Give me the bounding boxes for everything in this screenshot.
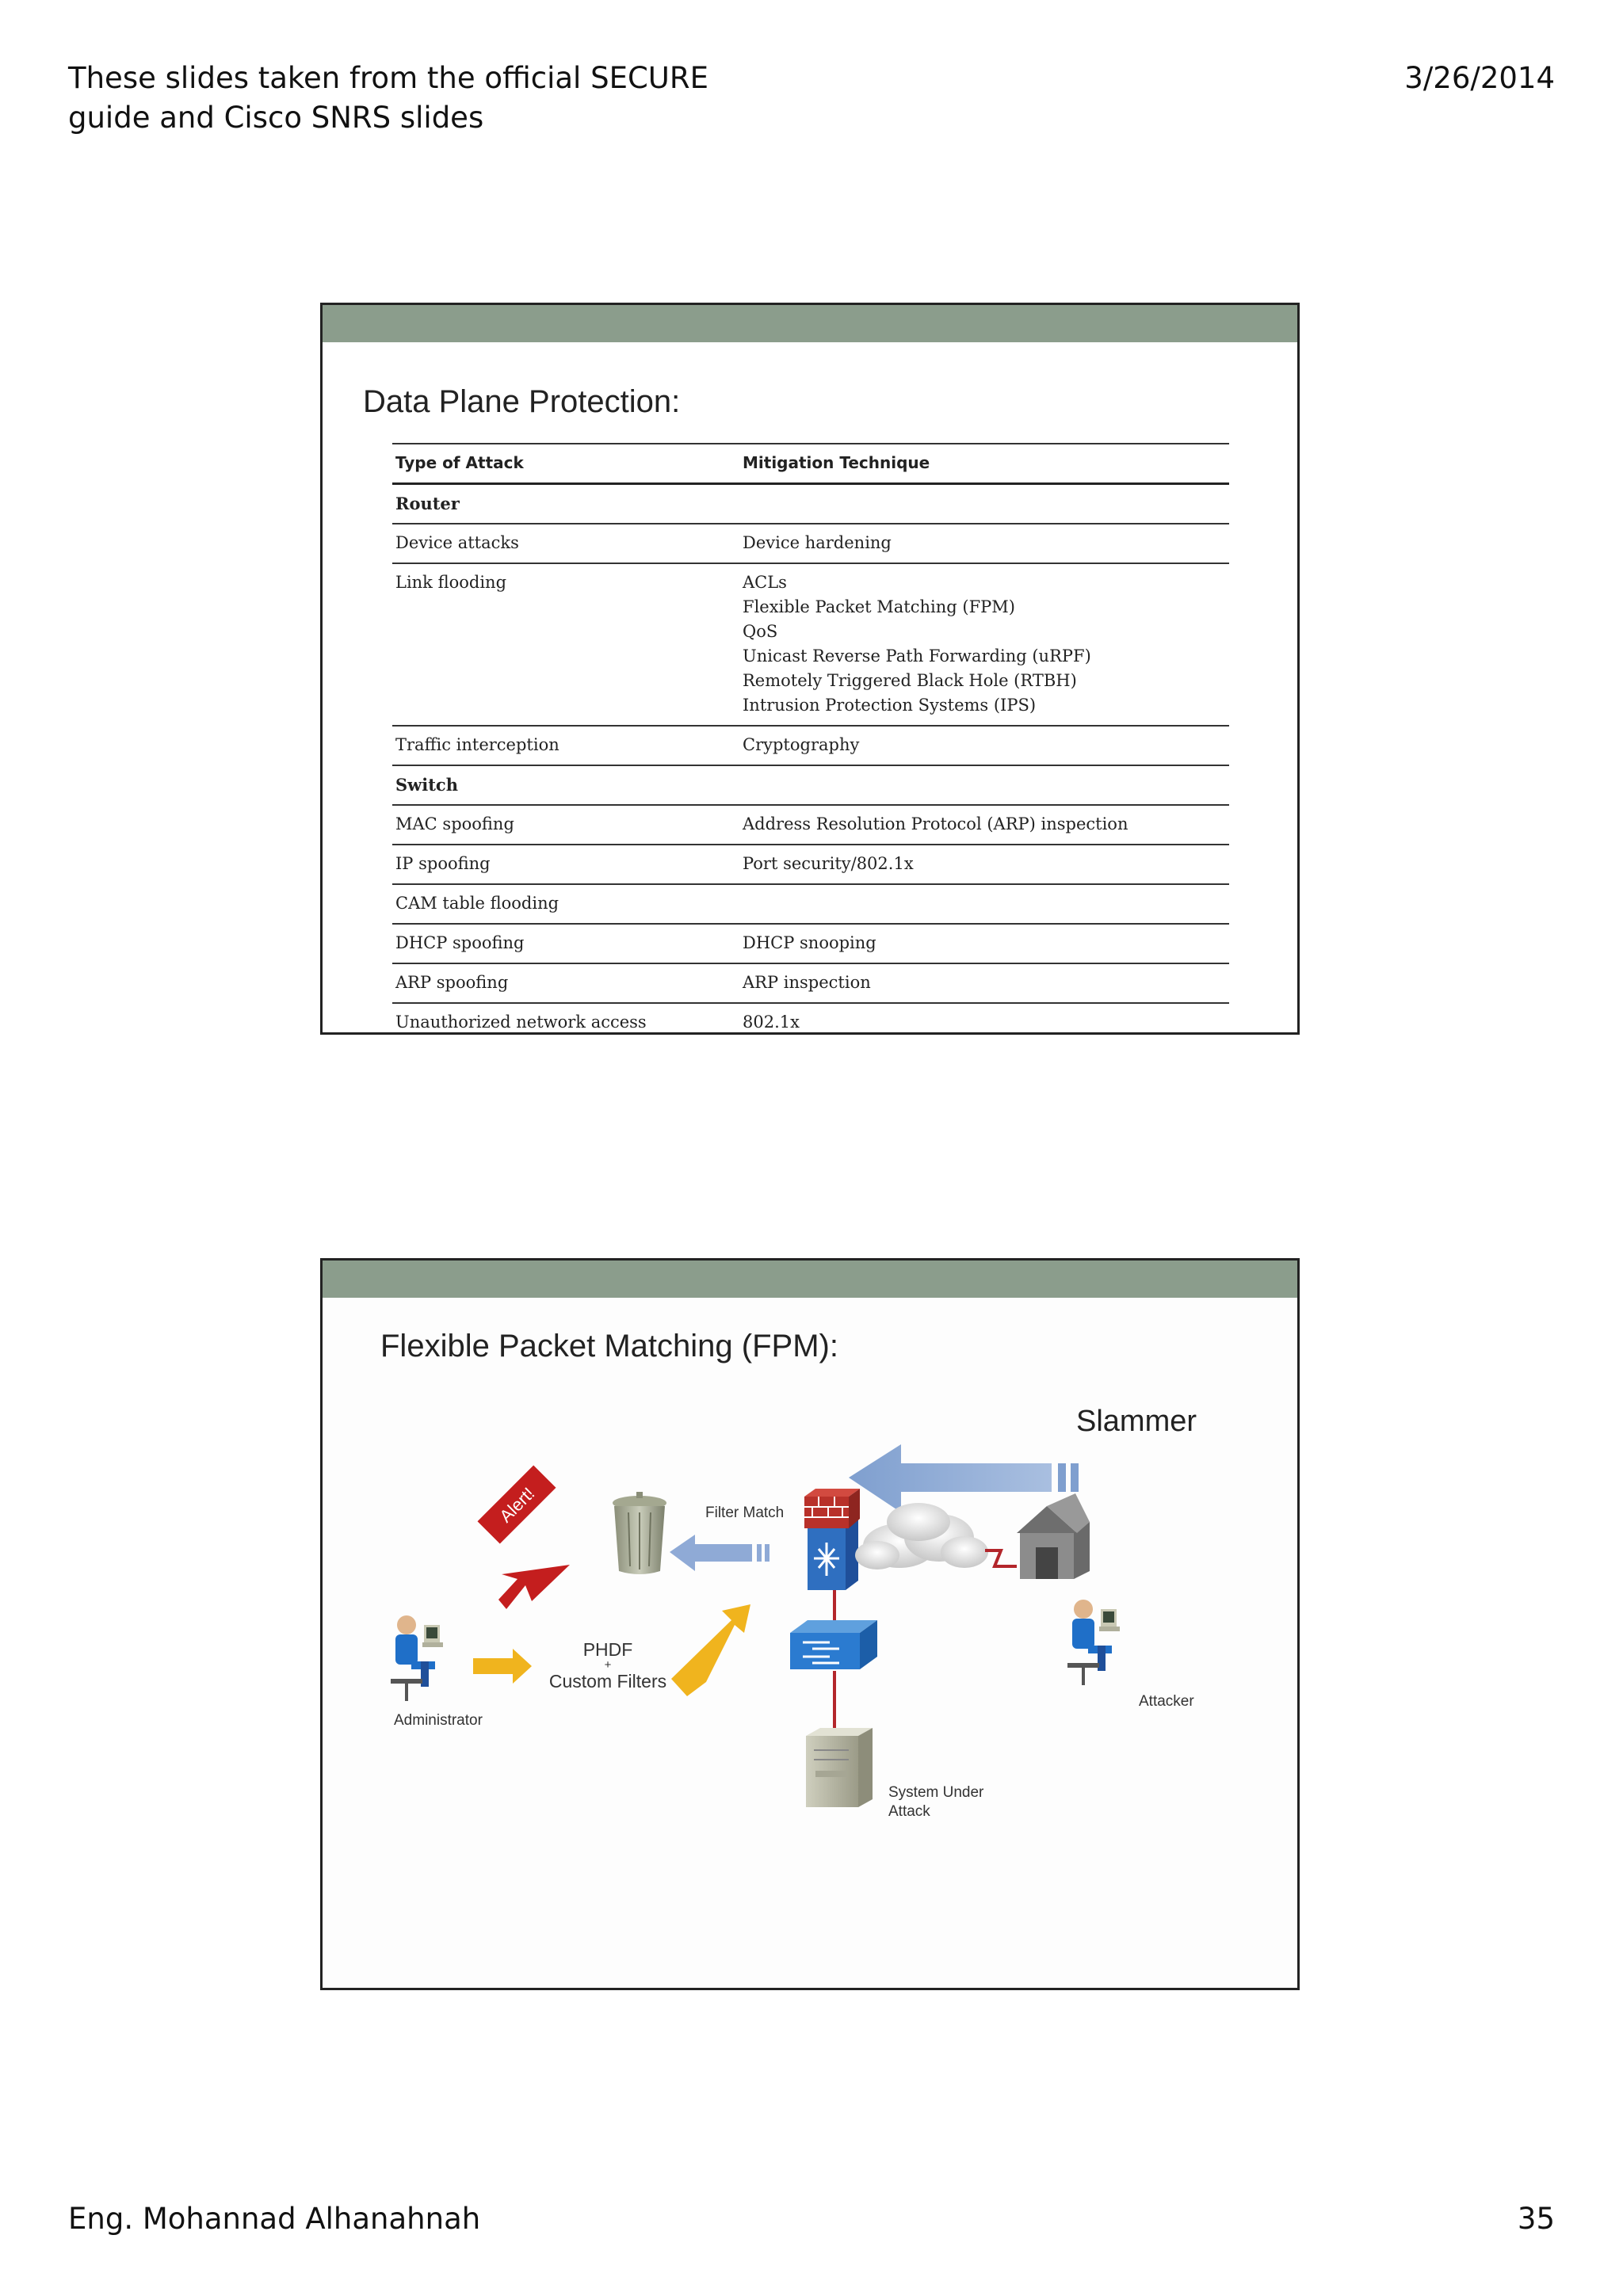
table-row	[392, 726, 1229, 765]
table-body	[392, 484, 1229, 1035]
mitigation-item: Cryptography	[743, 735, 860, 754]
table-section-row	[392, 484, 1229, 524]
attack-cell: Device attacks	[392, 524, 739, 563]
header-source-note	[68, 59, 781, 138]
mitigation-item: 802.1x	[743, 1013, 800, 1032]
filter-match-label: Filter Match	[705, 1505, 785, 1521]
mitigation-item: QoS	[743, 622, 778, 641]
attack-cell: CAM table flooding	[392, 884, 739, 924]
slammer-traffic-arrow	[849, 1444, 1079, 1512]
attacker-label: Attacker	[1139, 1693, 1194, 1710]
table-row	[392, 524, 1229, 563]
table-row	[392, 805, 1229, 845]
mitigation-item: ACLs	[743, 573, 787, 592]
trash-can-icon	[613, 1492, 666, 1574]
filter-match-arrow	[670, 1535, 769, 1571]
footer-author: Eng. Mohannad Alhanahnah	[68, 2202, 481, 2236]
mitigation-cell	[739, 484, 1229, 524]
slide-title-bar	[323, 305, 1297, 342]
mitigation-item: Address Resolution Protocol (ARP) inspection	[743, 814, 1128, 833]
system-under-line-1: System Under	[888, 1784, 984, 1801]
mitigation-item: Remotely Triggered Black Hole (RTBH)	[743, 671, 1077, 690]
table-row	[392, 963, 1229, 1003]
footer-page-number: 35	[1517, 2202, 1555, 2236]
phdf-custom-filters-label	[537, 1639, 679, 1691]
table-row	[392, 563, 1229, 726]
header-line-1: These slides taken from the official SECURE	[68, 61, 708, 95]
slide-flexible-packet-matching	[320, 1258, 1300, 1990]
mitigation-item: Intrusion Protection Systems (IPS)	[743, 696, 1037, 715]
attack-cell: Unauthorized network access	[392, 1003, 739, 1035]
attack-mitigation-table	[392, 443, 1229, 1035]
attack-cell: IP spoofing	[392, 845, 739, 884]
internet-cloud-icon	[855, 1503, 988, 1569]
mitigation-cell	[739, 1003, 1229, 1035]
table-row	[392, 845, 1229, 884]
column-header-attack: Type of Attack	[392, 444, 739, 484]
alert-label: Alert!	[495, 1483, 539, 1527]
mitigation-cell	[739, 924, 1229, 963]
attack-cell: ARP spoofing	[392, 963, 739, 1003]
mitigation-item: Flexible Packet Matching (FPM)	[743, 597, 1015, 616]
slammer-label: Slammer	[1076, 1405, 1197, 1438]
table-row	[392, 884, 1229, 924]
table-header-row	[392, 444, 1229, 484]
house-icon	[1017, 1493, 1090, 1579]
administrator-label: Administrator	[394, 1712, 483, 1729]
slide-data-plane-protection	[320, 303, 1300, 1035]
attacker-person-icon	[1067, 1600, 1120, 1685]
mitigation-cell	[739, 563, 1229, 726]
header-line-2: guide and Cisco SNRS slides	[68, 101, 484, 135]
alert-icon	[478, 1466, 570, 1609]
firewall-icon	[804, 1489, 860, 1590]
administrator-person-icon	[391, 1615, 443, 1701]
mitigation-cell	[739, 805, 1229, 845]
attack-cell: MAC spoofing	[392, 805, 739, 845]
attack-cell: Link flooding	[392, 563, 739, 726]
mitigation-item: Unicast Reverse Path Forwarding (uRPF)	[743, 646, 1091, 666]
header-date: 3/26/2014	[1404, 61, 1555, 95]
mitigation-item: Port security/802.1x	[743, 854, 914, 873]
column-header-mitigation: Mitigation Technique	[739, 444, 1229, 484]
system-under-line-2: Attack	[888, 1803, 930, 1820]
attack-cell: Traffic interception	[392, 726, 739, 765]
slide-title: Flexible Packet Matching (FPM):	[380, 1329, 838, 1363]
plus-label: +	[604, 1658, 612, 1672]
fpm-diagram	[323, 1261, 1300, 1990]
mitigation-cell	[739, 963, 1229, 1003]
slide-title: Data Plane Protection:	[363, 384, 681, 419]
mitigation-cell	[739, 765, 1229, 805]
attack-cell: DHCP spoofing	[392, 924, 739, 963]
phdf-label: PHDF	[582, 1639, 633, 1660]
mitigation-item: ARP inspection	[743, 973, 871, 992]
mitigation-item: DHCP snooping	[743, 933, 876, 952]
server-icon	[806, 1728, 873, 1807]
table-row	[392, 1003, 1229, 1035]
table-row	[392, 924, 1229, 963]
section-label: Switch	[392, 765, 739, 805]
mitigation-cell	[739, 524, 1229, 563]
mitigation-cell	[739, 884, 1229, 924]
table-section-row	[392, 765, 1229, 805]
system-under-attack-label	[888, 1783, 983, 1821]
section-label: Router	[392, 484, 739, 524]
mitigation-cell	[739, 845, 1229, 884]
switch-icon	[790, 1620, 877, 1669]
mitigation-cell	[739, 726, 1229, 765]
mitigation-item: Device hardening	[743, 533, 892, 552]
custom-filters-label: Custom Filters	[548, 1671, 667, 1691]
